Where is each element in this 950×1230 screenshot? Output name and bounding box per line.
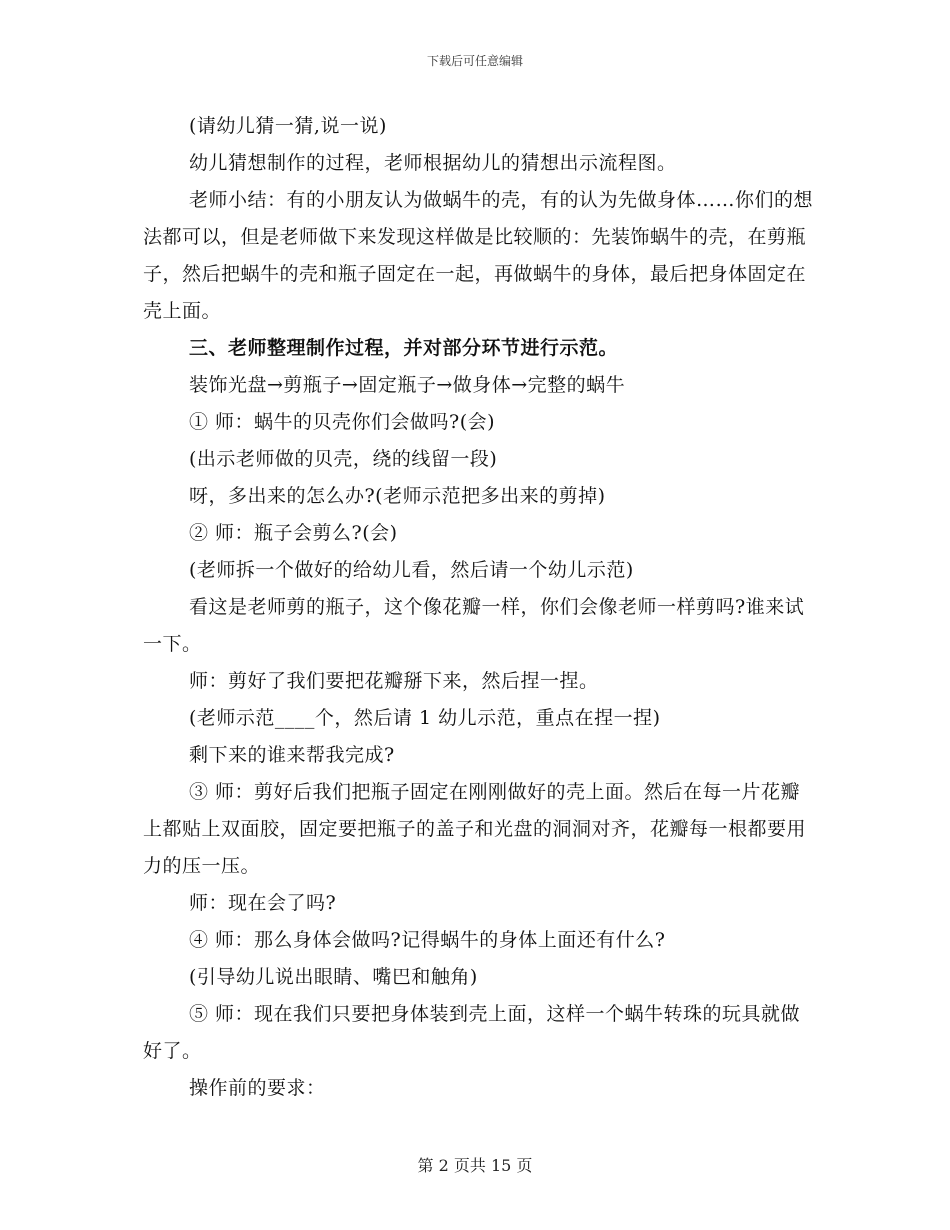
paragraph: (老师示范____个，然后请 1 幼儿示范，重点在捏一捏) (189, 707, 661, 729)
paragraph: ② 师：瓶子会剪么?(会) (189, 522, 398, 544)
paragraph: 幼儿猜想制作的过程，老师根据幼儿的猜想出示流程图。 (189, 152, 677, 174)
paragraph: 剩下来的谁来帮我完成? (189, 744, 395, 766)
paragraph: (请幼儿猜一猜,说一说) (189, 115, 387, 137)
paragraph: 师：剪好了我们要把花瓣掰下来，然后捏一捏。 (189, 670, 599, 692)
paragraph: ① 师：蜗牛的贝壳你们会做吗?(会) (189, 411, 496, 433)
paragraph: 师：现在会了吗? (189, 892, 337, 914)
paragraph: (引导幼儿说出眼睛、嘴巴和触角) (189, 966, 478, 988)
paragraph: (出示老师做的贝壳，绕的线留一段) (189, 448, 498, 470)
process-flow: 装饰光盘→剪瓶子→固定瓶子→做身体→完整的蜗牛 (189, 374, 626, 396)
paragraph: (老师拆一个做好的给幼儿看，然后请一个幼儿示范) (189, 559, 634, 581)
page-header: 下载后可任意编辑 (426, 54, 523, 68)
paragraph: 呀，多出来的怎么办?(老师示范把多出来的剪掉) (189, 485, 606, 507)
section-heading: 三、老师整理制作过程，并对部分环节进行示范。 (189, 337, 619, 359)
page-footer: 第 2 页共 15 页 (417, 1156, 533, 1175)
document-body (143, 108, 813, 1107)
paragraph: ④ 师：那么身体会做吗?记得蜗牛的身体上面还有什么? (189, 929, 666, 951)
paragraph: 老师小结：有的小朋友认为做蜗牛的壳，有的认为先做身体……你们的想法都可以，但是老师做下来发现这样做是比较顺的：先装饰蜗牛的壳，在剪瓶子，然后把蜗牛的壳和瓶子固定在一起，再做蜗牛的身体，最后把身体固定在壳上面。 (143, 189, 814, 322)
paragraph: 看这是老师剪的瓶子，这个像花瓣一样，你们会像老师一样剪吗?谁来试一下。 (143, 596, 805, 655)
paragraph: ⑤ 师：现在我们只要把身体装到壳上面，这样一个蜗牛转珠的玩具就做好了。 (143, 1003, 801, 1062)
paragraph: 操作前的要求： (189, 1077, 326, 1099)
paragraph: ③ 师：剪好后我们把瓶子固定在刚刚做好的壳上面。然后在每一片花瓣上都贴上双面胶，固定要把瓶子的盖子和光盘的洞洞对齐，花瓣每一根都要用力的压一压。 (143, 781, 807, 877)
